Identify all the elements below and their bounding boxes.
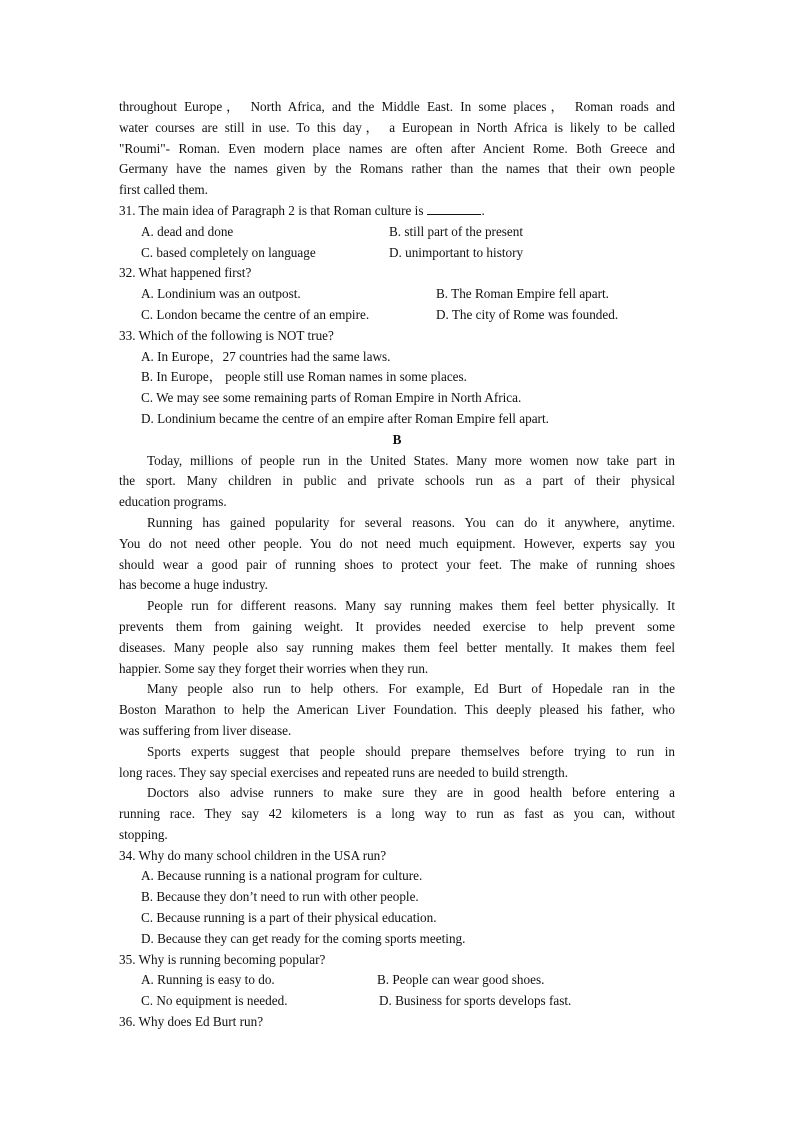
option-c: C. We may see some remaining parts of Roman Empire in North Africa. bbox=[141, 390, 522, 406]
passage-line: "Roumi"- Roman. Even modern place names are often after Ancient Rome. Both Greece and bbox=[119, 140, 675, 156]
passage-line: Germany have the names given by the Romans rather than the names that their own people bbox=[119, 161, 675, 177]
option-b: B. In Europe， people still use Roman names in some places. bbox=[141, 369, 467, 385]
option-row bbox=[119, 991, 675, 1012]
question-stem-text: 31. The main idea of Paragraph 2 is that Roman culture is bbox=[119, 202, 424, 218]
question-stem bbox=[119, 201, 675, 222]
answer-blank bbox=[427, 201, 481, 215]
paragraph-line: Sports experts suggest that people should prepare themselves before trying to run in bbox=[147, 743, 675, 759]
paragraph-line: People run for different reasons. Many say running makes them feel better physically. It bbox=[147, 598, 675, 614]
question-stem: 36. Why does Ed Burt run? bbox=[119, 1014, 264, 1030]
option-a: A. Because running is a national program for culture. bbox=[141, 868, 423, 884]
option-d: D. The city of Rome was founded. bbox=[436, 306, 619, 322]
question-36 bbox=[119, 1012, 675, 1033]
option-d: D. Business for sports develops fast. bbox=[379, 993, 572, 1009]
paragraph-line: happier. Some say they forget their worries when they run. bbox=[119, 660, 429, 676]
passage-line: water courses are still in use. To this day， a European in North Africa is likely to be called bbox=[119, 119, 675, 135]
option-d: D. unimportant to history bbox=[389, 244, 524, 260]
option-c: C. No equipment is needed. bbox=[141, 993, 288, 1009]
option-c: C. Because running is a part of their physical education. bbox=[141, 910, 437, 926]
question-stem: 32. What happened first? bbox=[119, 265, 252, 281]
question-35 bbox=[119, 950, 675, 1012]
option-b: B. still part of the present bbox=[389, 223, 524, 239]
paragraph-line: the sport. Many children in public and private schools run as a part of their physical bbox=[119, 473, 675, 489]
question-stem: 33. Which of the following is NOT true? bbox=[119, 327, 334, 343]
option-row bbox=[119, 970, 675, 991]
option-c: C. London became the centre of an empire. bbox=[141, 306, 370, 322]
passage-line: throughout Europe， North Africa, and the Middle East. In some places， Roman roads and bbox=[119, 99, 675, 114]
option-a: A. Londinium was an outpost. bbox=[141, 286, 301, 302]
paragraph-line: You do not need other people. You do not need much equipment. However, experts say you bbox=[119, 535, 675, 551]
passage-b bbox=[119, 451, 675, 846]
option-row bbox=[119, 305, 675, 326]
paragraph-line: Doctors also advise runners to make sure they are in good health before entering a bbox=[147, 785, 675, 801]
paragraph-line: diseases. Many people also say running makes them feel better mentally. It makes them feel bbox=[119, 639, 675, 655]
section-heading: B bbox=[392, 431, 402, 447]
paragraph-line: Boston Marathon to help the American Liver Foundation. This deeply pleased his father, who bbox=[119, 702, 675, 718]
option-d: D. Because they can get ready for the coming sports meeting. bbox=[141, 930, 466, 946]
paragraph-line: long races. They say special exercises and repeated runs are needed to build strength. bbox=[119, 764, 569, 780]
passage-a-tail bbox=[119, 97, 675, 201]
option-a: A. In Europe，27 countries had the same laws. bbox=[141, 348, 391, 364]
paragraph-line: running race. They say 42 kilometers is a long way to run as fast as you can, without bbox=[119, 806, 675, 822]
question-stem-end: . bbox=[481, 202, 485, 218]
option-a: A. Running is easy to do. bbox=[141, 972, 275, 988]
question-stem: 34. Why do many school children in the USA run? bbox=[119, 847, 387, 863]
paragraph-line: Running has gained popularity for several reasons. You can do it anywhere, anytime. bbox=[147, 514, 675, 530]
passage-line: first called them. bbox=[119, 182, 208, 198]
question-stem: 35. Why is running becoming popular? bbox=[119, 951, 326, 967]
option-d: D. Londinium became the centre of an empire after Roman Empire fell apart. bbox=[141, 410, 549, 426]
paragraph-line: should wear a good pair of running shoes to protect your feet. The make of running shoes bbox=[119, 556, 675, 572]
paragraph-line: prevents them from gaining weight. It provides needed exercise to help prevent some bbox=[119, 618, 675, 634]
option-row bbox=[119, 222, 675, 243]
option-b: B. The Roman Empire fell apart. bbox=[436, 286, 609, 302]
paragraph-line: Many people also run to help others. For example, Ed Burt of Hopedale ran in the bbox=[147, 681, 675, 697]
option-b: B. People can wear good shoes. bbox=[377, 972, 545, 988]
question-33 bbox=[119, 326, 675, 430]
paragraph-line: education programs. bbox=[119, 494, 227, 510]
question-34 bbox=[119, 846, 675, 950]
paragraph-line: stopping. bbox=[119, 826, 168, 842]
option-b: B. Because they don’t need to run with other people. bbox=[141, 889, 419, 905]
option-row bbox=[119, 243, 675, 264]
question-32 bbox=[119, 263, 675, 325]
exam-page bbox=[119, 97, 675, 1033]
question-31 bbox=[119, 201, 675, 263]
option-row bbox=[119, 284, 675, 305]
paragraph-line: was suffering from liver disease. bbox=[119, 722, 292, 738]
paragraph-line: Today, millions of people run in the United States. Many more women now take part in bbox=[147, 452, 675, 468]
paragraph-line: has become a huge industry. bbox=[119, 577, 268, 593]
option-a: A. dead and done bbox=[141, 223, 234, 239]
option-c: C. based completely on language bbox=[141, 244, 316, 260]
